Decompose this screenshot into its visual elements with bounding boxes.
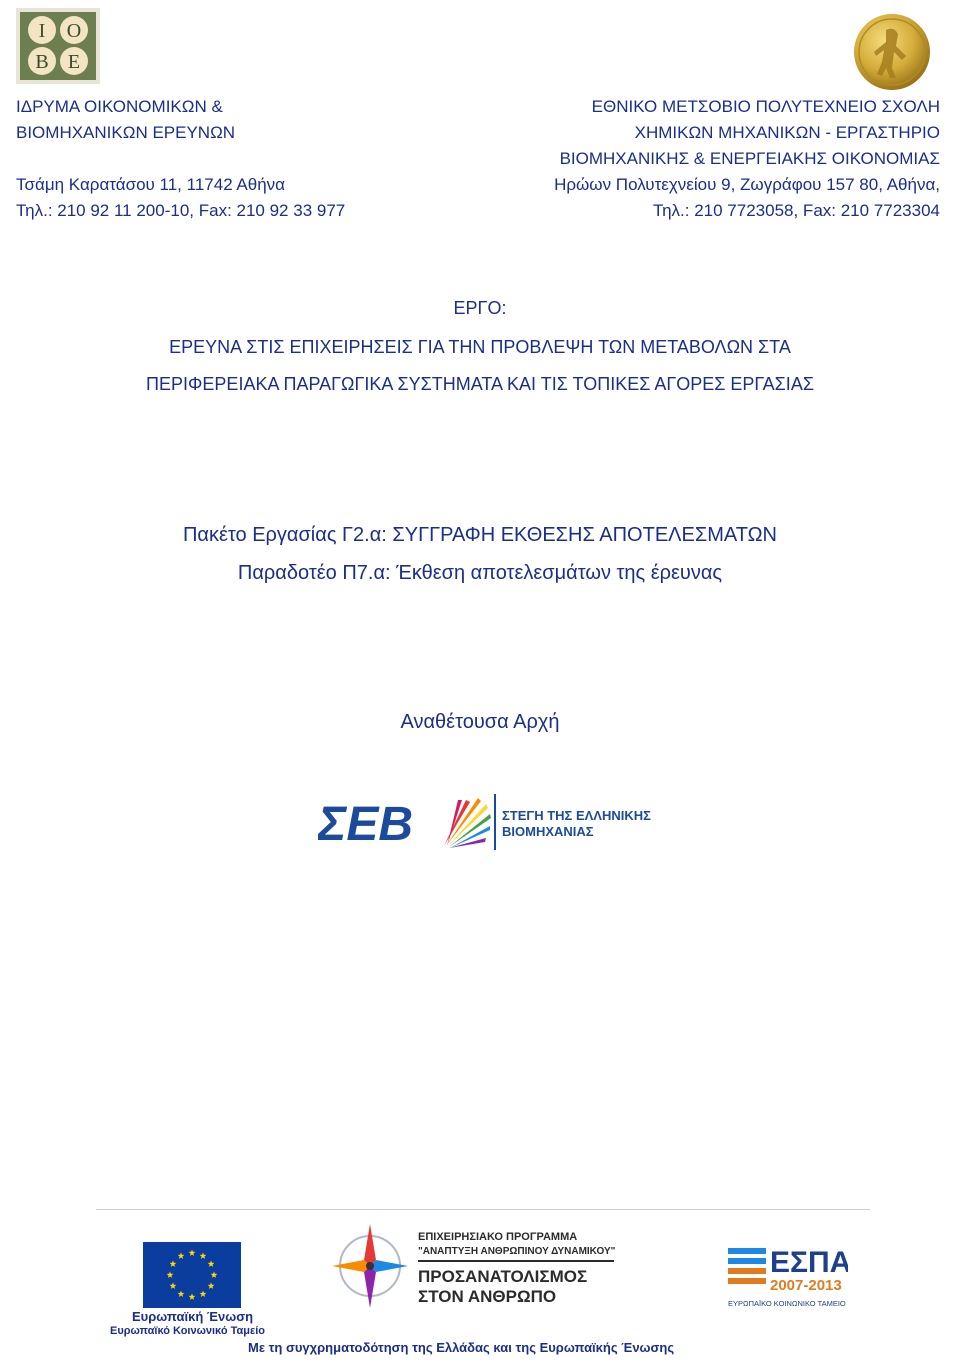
org-phone: Τηλ.: 210 92 11 200-10, Fax: 210 92 33 977 [16,201,346,220]
cofinancing-note: Με τη συγχρηματοδότηση της Ελλάδας και της Ευρωπαϊκής Ένωσης [248,1340,675,1355]
iobe-letter: Ε [67,51,81,73]
espa-years: 2007-2013 [770,1277,842,1294]
univ-line1: ΕΘΝΙΚΟ ΜΕΤΣΟΒΙΟ ΠΟΛΥΤΕΧΝΕΙΟ ΣΧΟΛΗ [591,97,940,116]
sev-burst-icon [444,798,491,848]
espa-subtitle: ΕΥΡΩΠΑΪΚΟ ΚΟΙΝΩΝΙΚΟ ΤΑΜΕΙΟ [728,1299,846,1308]
header-right [554,94,940,224]
contracting-authority: Αναθέτουσα Αρχή [400,711,560,733]
sev-mark: ΣΕΒ [318,798,414,851]
univ-line3: ΒΙΟΜΗΧΑΝΙΚΗΣ & ΕΝΕΡΓΕΙΑΚΗΣ ΟΙΚΟΝΟΜΙΑΣ [559,149,940,168]
iobe-logo [16,8,100,84]
univ-address: Ηρώων Πολυτεχνείου 9, Ζωγράφου 157 80, Αθήνα, [554,175,940,194]
univ-phone: Τηλ.: 210 7723058, Fax: 210 7723304 [652,201,940,220]
op-line2: "ΑΝΑΠΤΥΞΗ ΑΝΘΡΩΠΙΝΟΥ ΔΥΝΑΜΙΚΟΥ" [418,1246,616,1257]
project-title-line1: ΕΡΕΥΝΑ ΣΤΙΣ ΕΠΙΧΕΙΡΗΣΕΙΣ ΓΙΑ ΤΗΝ ΠΡΟΒΛΕΨΗ ΤΩΝ ΜΕΤΑΒΟΛΩΝ ΣΤΑ [169,337,791,357]
footer-divider [96,1209,870,1210]
sev-tagline-line1: ΣΤΕΓΗ ΤΗΣ ΕΛΛΗΝΙΚΗΣ [502,808,651,823]
univ-line2: ΧΗΜΙΚΩΝ ΜΗΧΑΝΙΚΩΝ - ΕΡΓΑΣΤΗΡΙΟ [634,123,940,142]
iobe-letter: Β [35,51,49,73]
deliverable-title: Παραδοτέο Π7.α: Έκθεση αποτελεσμάτων της έρευνας [237,562,723,584]
iobe-letter: Ο [66,20,82,42]
org-name-line1: ΙΔΡΥΜΑ ΟΙΚΟΝΟΜΙΚΩΝ & [16,97,223,116]
op-line4: ΣΤΟΝ ΑΝΘΡΩΠΟ [418,1287,557,1306]
eu-label: Ευρωπαϊκή Ένωση [132,1309,254,1324]
project-title-line2: ΠΕΡΙΦΕΡΕΙΑΚΑ ΠΑΡΑΓΩΓΙΚΑ ΣΥΣΤΗΜΑΤΑ ΚΑΙ ΤΙΣ ΤΟΠΙΚΕΣ ΑΓΟΡΕΣ ΕΡΓΑΣΙΑΣ [146,374,814,394]
op-logo [330,1218,630,1308]
espa-logo [728,1238,848,1312]
eu-flag-icon [143,1242,241,1308]
project-label: ΕΡΓΟ: [453,298,507,318]
sev-logo [318,790,662,854]
sev-tagline-line2: ΒΙΟΜΗΧΑΝΙΑΣ [502,824,594,839]
header-left [16,94,345,224]
eu-flag [143,1242,241,1308]
op-line1: ΕΠΙΧΕΙΡΗΣΙΑΚΟ ΠΡΟΓΡΑΜΜΑ [418,1231,578,1243]
iobe-letter: Ι [38,20,46,42]
ntua-logo [852,12,932,92]
espa-stripes-icon [728,1248,766,1284]
compass-star-icon [332,1224,408,1308]
org-address: Τσάμη Καρατάσου 11, 11742 Αθήνα [16,175,286,194]
espa-title: ΕΣΠΑ [770,1246,848,1279]
org-name-line2: ΒΙΟΜΗΧΑΝΙΚΩΝ ΕΡΕΥΝΩΝ [16,123,236,142]
op-line3: ΠΡΟΣΑΝΑΤΟΛΙΣΜΟΣ [418,1267,588,1286]
gold-coin-seal-icon [852,12,932,92]
work-package-title: Πακέτο Εργασίας Γ2.α: ΣΥΓΓΡΑΦΗ ΕΚΘΕΣΗΣ ΑΠΟΤΕΛΕΣΜΑΤΩΝ [182,524,778,546]
esf-label: Ευρωπαϊκό Κοινωνικό Ταμείο [110,1325,265,1337]
